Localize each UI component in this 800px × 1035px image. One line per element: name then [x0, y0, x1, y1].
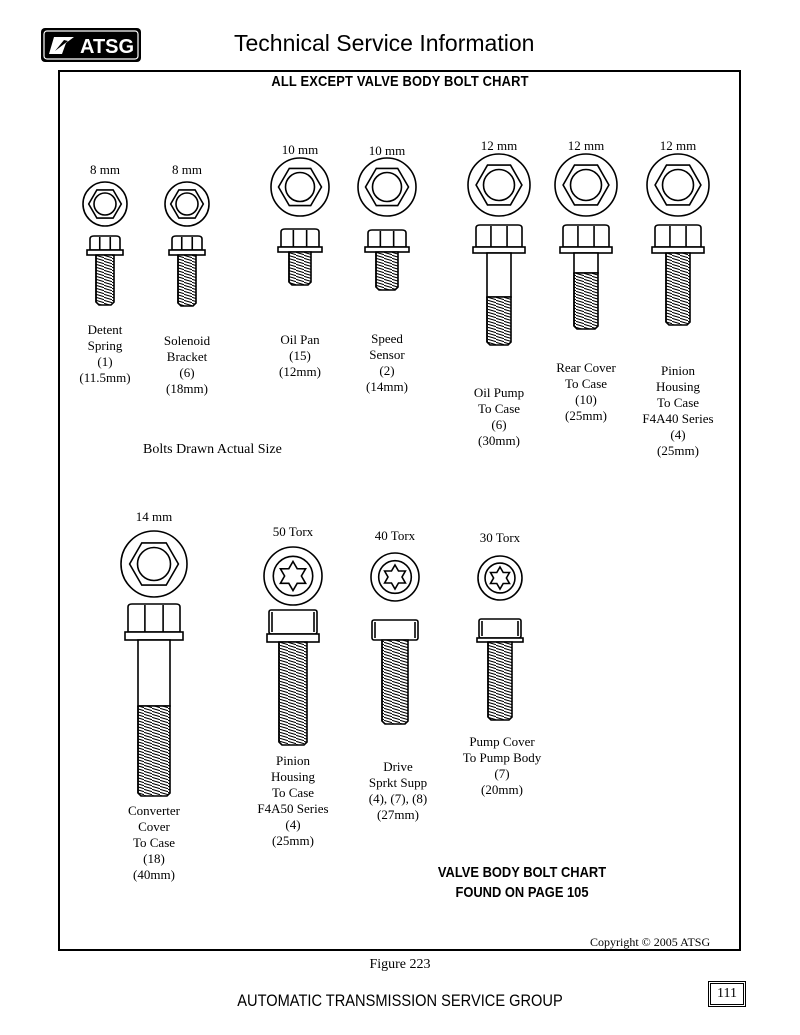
bolt-description: Rear Cover To Case (10) (25mm) — [556, 360, 616, 423]
page-number: 111 — [710, 983, 744, 1005]
bolt-size-label: 12 mm — [567, 138, 605, 153]
valve-body-note: VALVE BODY BOLT CHART FOUND ON PAGE 105 — [437, 864, 607, 901]
bolt-head-icon — [368, 230, 406, 247]
bolt-thread-icon — [666, 253, 690, 325]
bolt-description: Pinion Housing To Case F4A40 Series (4) (25mm) — [642, 363, 714, 458]
bolt-thread-icon — [178, 255, 196, 306]
bolt-size-label: 14 mm — [135, 509, 173, 524]
bolt-flange-icon — [560, 247, 612, 253]
drawn-actual-size-note: Bolts Drawn Actual Size — [143, 442, 282, 457]
copyright: Copyright © 2005 ATSG — [590, 935, 711, 949]
bolt-top-view-icon — [484, 170, 515, 201]
bolt-thread-icon — [488, 642, 512, 720]
bolt-description: Converter Cover To Case (18) (40mm) — [128, 803, 180, 882]
bolt-description: Speed Sensor (2) (14mm) — [366, 331, 408, 394]
bolt-thread-icon — [376, 252, 398, 290]
bolt-top-view-icon — [663, 170, 694, 201]
bolt-size-label: 10 mm — [281, 142, 319, 157]
chart-title: ALL EXCEPT VALVE BODY BOLT CHART — [271, 73, 529, 90]
footer-org: AUTOMATIC TRANSMISSION SERVICE GROUP — [237, 991, 563, 1010]
bolt-thread-icon — [574, 273, 598, 329]
bolt-shank-icon — [138, 640, 170, 706]
bolt-size-label: 12 mm — [480, 138, 518, 153]
header-title: Technical Service Information — [234, 30, 535, 56]
bolt-head-icon — [563, 225, 609, 247]
bolt-head-icon — [90, 236, 120, 250]
bolt-head-icon — [655, 225, 701, 247]
bolt-flange-icon — [267, 634, 319, 642]
bolt-top-view-icon — [176, 193, 198, 215]
bolt-description: Pinion Housing To Case F4A50 Series (4) (25mm) — [257, 753, 329, 848]
bolt-size-label: 40 Torx — [374, 528, 416, 543]
bolt-thread-icon — [96, 255, 114, 305]
bolt-head-icon — [281, 229, 319, 247]
bolt-size-label: 50 Torx — [272, 524, 314, 539]
bolt-head-icon — [172, 236, 202, 250]
bolt-description: Drive Sprkt Supp (4), (7), (8) (27mm) — [368, 759, 428, 822]
bolt-head-icon — [269, 610, 317, 634]
bolt-thread-icon — [487, 297, 511, 345]
bolt-thread-icon — [289, 252, 311, 285]
bolt-flange-icon — [473, 247, 525, 253]
bolt-head-icon — [476, 225, 522, 247]
bolt-size-label: 12 mm — [659, 138, 697, 153]
bolt-description: Solenoid Bracket (6) (18mm) — [163, 333, 211, 396]
bolt-size-label: 8 mm — [90, 162, 120, 177]
bolt-flange-icon — [125, 632, 183, 640]
bolt-top-view-icon — [571, 170, 602, 201]
bolt-thread-icon — [279, 642, 307, 745]
bolt-size-label: 10 mm — [368, 143, 406, 158]
bolt-thread-icon — [138, 706, 170, 796]
bolt-top-view-icon — [94, 193, 116, 215]
bolt-description: Oil Pump To Case (6) (30mm) — [473, 385, 525, 448]
bolt-description: Pump Cover To Pump Body (7) (20mm) — [462, 734, 542, 797]
bolt-size-label: 8 mm — [172, 162, 202, 177]
bolt-size-label: 30 Torx — [479, 530, 521, 545]
figure-caption: Figure 223 — [369, 957, 431, 972]
svg-text:ATSG: ATSG — [80, 36, 135, 58]
bolt-head-icon — [372, 620, 418, 640]
bolt-top-view-icon — [373, 173, 402, 202]
bolt-shank-icon — [574, 253, 598, 273]
bolt-top-view-icon — [138, 548, 171, 581]
bolt-top-view-icon — [286, 173, 315, 202]
bolt-description: Detent Spring (1) (11.5mm) — [79, 322, 131, 385]
bolt-head-icon — [479, 619, 521, 638]
bolt-head-icon — [128, 604, 180, 632]
bolt-thread-icon — [382, 640, 408, 724]
bolt-flange-icon — [652, 247, 704, 253]
bolt-shank-icon — [487, 253, 511, 297]
bolt-description: Oil Pan (15) (12mm) — [279, 332, 321, 379]
